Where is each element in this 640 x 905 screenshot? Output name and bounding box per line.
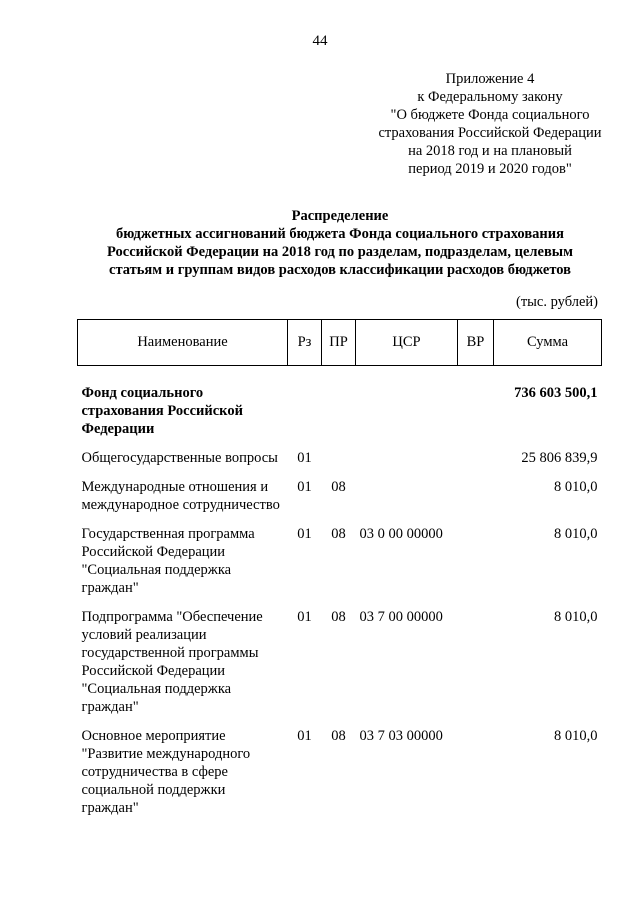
- row-pr: 08: [331, 479, 346, 495]
- row-pr: 08: [331, 728, 346, 744]
- budget-table: [77, 319, 602, 828]
- row-rz: 01: [297, 479, 312, 495]
- row-csr: [356, 449, 458, 478]
- row-name: Международные отношения и международное сотрудничество: [81, 479, 280, 513]
- appendix-line: на 2018 год и на плановый: [408, 143, 572, 159]
- table-row-fund-total: [78, 384, 602, 449]
- row-vr: [458, 727, 494, 828]
- row-csr: 03 7 00 00000: [359, 609, 443, 625]
- header-pr: ПР: [322, 320, 356, 366]
- row-vr: [458, 608, 494, 727]
- row-rz: 01: [297, 728, 312, 744]
- row-sum: 736 603 500,1: [514, 385, 598, 401]
- appendix-line: к Федеральному закону: [417, 89, 563, 105]
- row-sum: 8 010,0: [554, 479, 598, 495]
- row-vr: [458, 449, 494, 478]
- header-rz: Рз: [288, 320, 322, 366]
- title-line: бюджетных ассигнований бюджета Фонда социального страхования: [116, 226, 564, 242]
- row-pr: 08: [331, 609, 346, 625]
- header-sum: Сумма: [494, 320, 602, 366]
- table-row: [78, 525, 602, 608]
- row-pr: 08: [331, 526, 346, 542]
- units-label: (тыс. рублей): [516, 294, 598, 310]
- row-csr: [356, 478, 458, 525]
- row-sum: 25 806 839,9: [521, 450, 598, 466]
- title-line: Распределение: [291, 208, 389, 224]
- table-row: [78, 608, 602, 727]
- row-name: Фонд социального страхования Российской Федерации: [81, 385, 243, 437]
- row-rz: 01: [297, 526, 312, 542]
- row-sum: 8 010,0: [554, 728, 598, 744]
- table-spacer: [78, 366, 602, 385]
- row-rz: 01: [297, 450, 312, 466]
- appendix-line: "О бюджете Фонда социального: [390, 107, 590, 123]
- title-line: статьям и группам видов расходов классификации расходов бюджетов: [109, 262, 571, 278]
- table-row: [78, 478, 602, 525]
- row-vr: [458, 525, 494, 608]
- row-name: Общегосударственные вопросы: [81, 450, 278, 466]
- row-csr: [356, 384, 458, 449]
- title-line: Российской Федерации на 2018 год по разделам, подразделам, целевым: [107, 244, 573, 260]
- row-name: Основное мероприятие "Развитие международного сотрудничества в сфере социальной поддержки граждан": [81, 728, 251, 816]
- appendix-line: страхования Российской Федерации: [378, 125, 602, 141]
- row-pr: [322, 449, 356, 478]
- column-headers-row: [78, 320, 602, 366]
- row-pr: [322, 384, 356, 449]
- row-vr: [458, 384, 494, 449]
- row-sum: 8 010,0: [554, 526, 598, 542]
- row-name: Государственная программа Российской Федерации "Социальная поддержка граждан": [81, 526, 255, 596]
- row-vr: [458, 478, 494, 525]
- table-row: [78, 449, 602, 478]
- row-rz: 01: [297, 609, 312, 625]
- header-csr: ЦСР: [356, 320, 458, 366]
- header-name: Наименование: [78, 320, 288, 366]
- header-vr: ВР: [458, 320, 494, 366]
- appendix-header: [340, 70, 640, 178]
- row-name: Подпрограмма "Обеспечение условий реализации государственной программы Российской Федерации "Социальная поддержка граждан": [81, 609, 263, 715]
- appendix-line: период 2019 и 2020 годов": [408, 161, 572, 177]
- row-csr: 03 7 03 00000: [359, 728, 443, 744]
- row-rz: [288, 384, 322, 449]
- table-row: [78, 727, 602, 828]
- appendix-line: Приложение 4: [445, 71, 535, 87]
- row-sum: 8 010,0: [554, 609, 598, 625]
- document-title: [40, 207, 640, 279]
- row-csr: 03 0 00 00000: [359, 526, 443, 542]
- page-number: 44: [312, 33, 328, 49]
